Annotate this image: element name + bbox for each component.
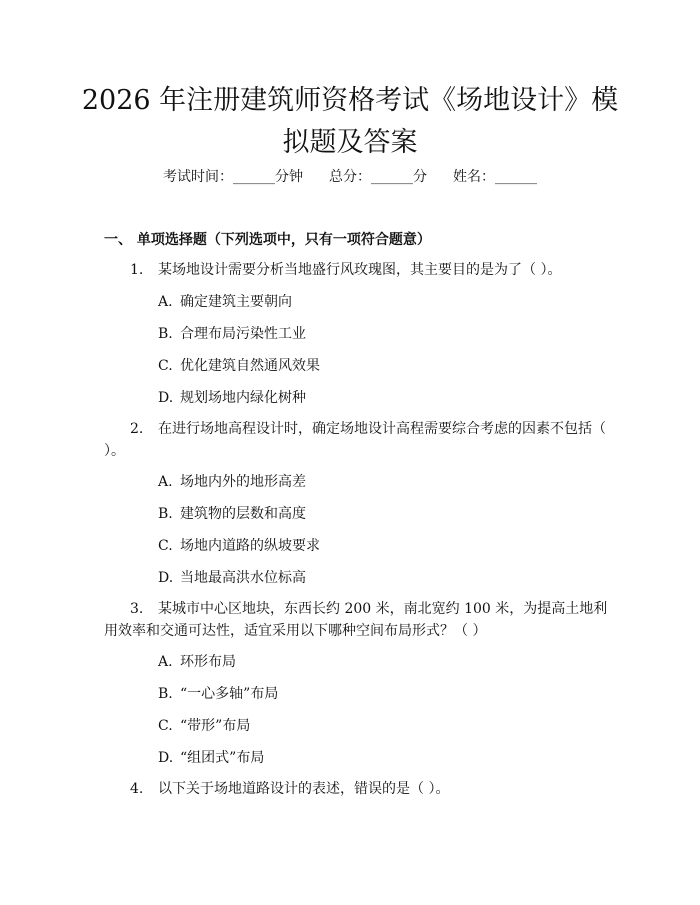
option-1c: C. 优化建筑自然通风效果 bbox=[158, 358, 320, 374]
option-1d: D. 规划场地内绿化树种 bbox=[158, 390, 306, 406]
exam-meta bbox=[0, 167, 700, 187]
option-1a: A. 确定建筑主要朝向 bbox=[158, 294, 292, 310]
question-text: 以下关于场地道路设计的表述，错误的是（ ）。 bbox=[158, 781, 450, 797]
exam-time-label: 考试时间：______分钟 bbox=[163, 169, 303, 185]
option-3c: C. “带形”布局 bbox=[158, 718, 251, 734]
question-text: 某场地设计需要分析当地盛行风玫瑰图，其主要目的是为了（ ）。 bbox=[158, 262, 562, 278]
question-4 bbox=[130, 778, 449, 800]
option-1b: B. 合理布局污染性工业 bbox=[158, 326, 306, 342]
question-3 bbox=[104, 598, 609, 642]
question-number: 3. bbox=[130, 601, 144, 617]
option-3a: A. 环形布局 bbox=[158, 654, 236, 670]
question-2 bbox=[104, 418, 609, 462]
option-3b: B. “一心多轴”布局 bbox=[158, 686, 279, 702]
document-title-line2: 拟题及答案 bbox=[282, 127, 418, 158]
name-label: 姓名：______ bbox=[453, 169, 537, 185]
option-2d: D. 当地最高洪水位标高 bbox=[158, 570, 306, 586]
question-text: 在进行场地高程设计时，确定场地设计高程需要综合考虑的因素不包括（ ）。 bbox=[104, 421, 606, 459]
total-score-label: 总分：______分 bbox=[329, 169, 427, 185]
question-number: 4. bbox=[130, 781, 144, 797]
section-heading: 一、 单项选择题（下列选项中，只有一项符合题意） bbox=[104, 232, 431, 248]
question-number: 1. bbox=[130, 262, 144, 278]
question-number: 2. bbox=[130, 421, 144, 437]
option-2b: B. 建筑物的层数和高度 bbox=[158, 506, 306, 522]
option-2a: A. 场地内外的地形高差 bbox=[158, 474, 306, 490]
question-text: 某城市中心区地块，东西长约 200 米，南北宽约 100 米，为提高土地利用效率和交通可达性，适宜采用以下哪种空间布局形式？（ ） bbox=[104, 601, 608, 639]
option-2c: C. 场地内道路的纵坡要求 bbox=[158, 538, 320, 554]
option-3d: D. “组团式”布局 bbox=[158, 750, 265, 766]
document-title-line1: 2026 年注册建筑师资格考试《场地设计》模 bbox=[81, 85, 619, 116]
question-1 bbox=[130, 259, 561, 281]
